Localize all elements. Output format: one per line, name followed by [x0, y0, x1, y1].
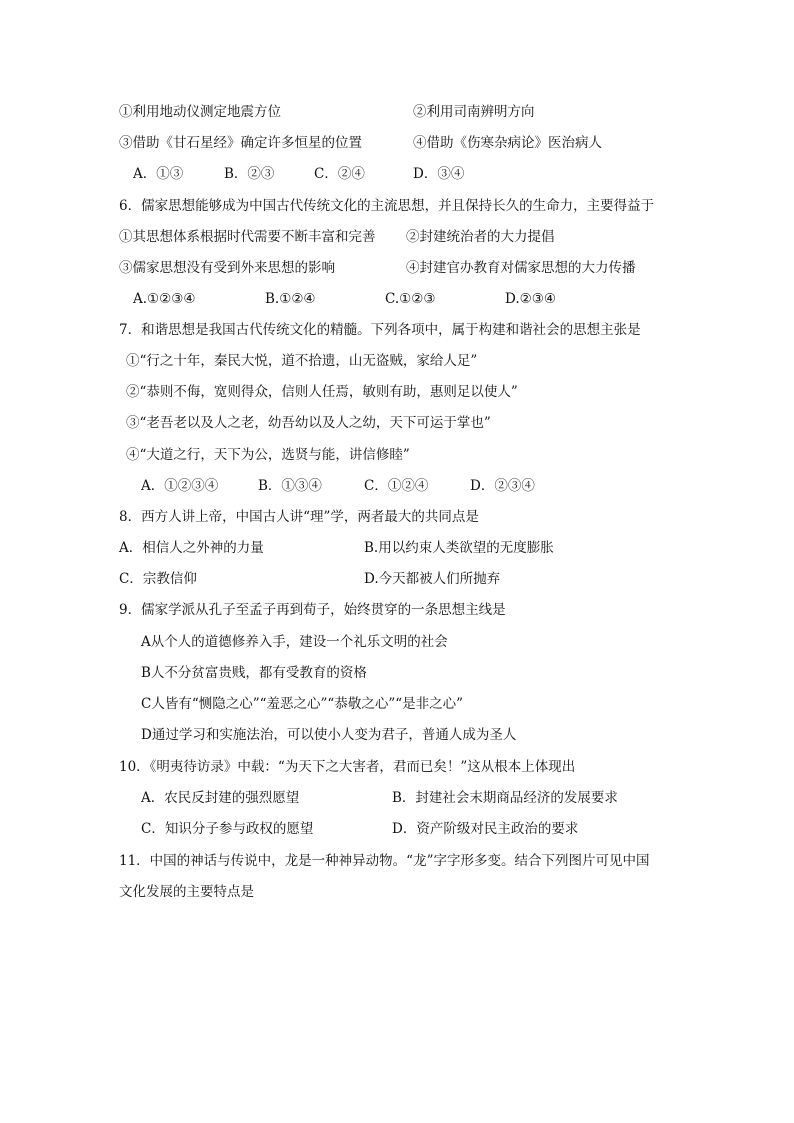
q9-stem: 9．儒家学派从孔子至孟子再到荀子，始终贯穿的一条思想主线是 [119, 602, 506, 618]
q8-option-d: D.今天都被人们所抛弃 [364, 571, 501, 587]
q6-item-1: ①其思想体系根据时代需要不断丰富和完善 [119, 229, 376, 245]
q10-stem: 10．《明夷待访录》中载：“为天下之大害者，君而已矣！”这从根本上体现出 [119, 759, 576, 775]
q6-item-4: ④封建官办教育对儒家思想的大力传播 [406, 260, 636, 276]
q8-option-b: B.用以约束人类欲望的无度膨胀 [364, 540, 554, 556]
q5-item-1: ①利用地动仪测定地震方位 [119, 104, 281, 120]
q7-item-3: ③“老吾老以及人之老，幼吾幼以及人之幼，天下可运于掌也” [126, 415, 491, 431]
q5-option-b: B．②③ [224, 166, 275, 182]
q10-option-a: A．农民反封建的强烈愿望 [141, 790, 300, 806]
q9-option-b: B人不分贫富贵贱，都有受教育的资格 [141, 665, 367, 681]
q6-option-c: C.①②③ [385, 291, 436, 307]
q7-option-c: C．①②④ [364, 478, 429, 494]
q9-option-c: C人皆有“恻隐之心”“羞恶之心”“恭敬之心”“是非之心” [141, 696, 464, 712]
q7-option-d: D．②③④ [470, 478, 535, 494]
q8-option-c: C．宗教信仰 [119, 571, 197, 587]
q10-option-d: D．资产阶级对民主政治的要求 [392, 821, 579, 837]
q9-option-a: A从个人的道德修养入手，建设一个礼乐文明的社会 [141, 634, 448, 650]
q10-option-c: C．知识分子参与政权的愿望 [141, 821, 314, 837]
q5-option-a: A．①③ [133, 166, 184, 182]
q6-option-b: B.①②④ [265, 291, 316, 307]
q7-item-2: ②“恭则不侮，宽则得众，信则人任焉，敏则有助，惠则足以使人” [126, 384, 518, 400]
q8-stem: 8．西方人讲上帝，中国古人讲“理”学，两者最大的共同点是 [119, 509, 479, 525]
q8-option-a: A．相信人之外神的力量 [119, 540, 264, 556]
q10-option-b: B．封建社会末期商品经济的发展要求 [392, 790, 618, 806]
q9-option-d: D通过学习和实施法治，可以使小人变为君子，普通人成为圣人 [141, 727, 517, 743]
q7-item-1: ①“行之十年，秦民大悦，道不拾遗，山无盗贼，家给人足” [126, 353, 478, 369]
q7-option-b: B．①③④ [258, 478, 322, 494]
q6-item-2: ②封建统治者的大力提倡 [406, 229, 555, 245]
q6-option-d: D.②③④ [505, 291, 556, 307]
q6-item-3: ③儒家思想没有受到外来思想的影响 [119, 260, 335, 276]
q7-item-4: ④“大道之行，天下为公，选贤与能，讲信修睦” [126, 447, 410, 463]
q6-stem: 6．儒家思想能够成为中国古代传统文化的主流思想，并且保持长久的生命力，主要得益于 [119, 198, 655, 214]
q7-option-a: A．①②③④ [141, 478, 219, 494]
q6-option-a: A.①②③④ [133, 291, 196, 307]
q11-stem-line-2: 文化发展的主要特点是 [119, 884, 254, 900]
q5-item-3: ③借助《甘石星经》确定许多恒星的位置 [119, 135, 362, 151]
q5-item-4: ④借助《伤寒杂病论》医治病人 [413, 135, 602, 151]
q7-stem: 7．和谐思想是我国古代传统文化的精髓。下列各项中，属于构建和谐社会的思想主张是 [119, 322, 641, 338]
q5-item-2: ②利用司南辨明方向 [413, 104, 535, 120]
q5-option-c: C．②④ [314, 166, 365, 182]
q11-stem-line-1: 11．中国的神话与传说中，龙是一种神异动物。“龙”字字形多变。结合下列图片可见中国 [119, 853, 650, 869]
q5-option-d: D．③④ [413, 166, 465, 182]
